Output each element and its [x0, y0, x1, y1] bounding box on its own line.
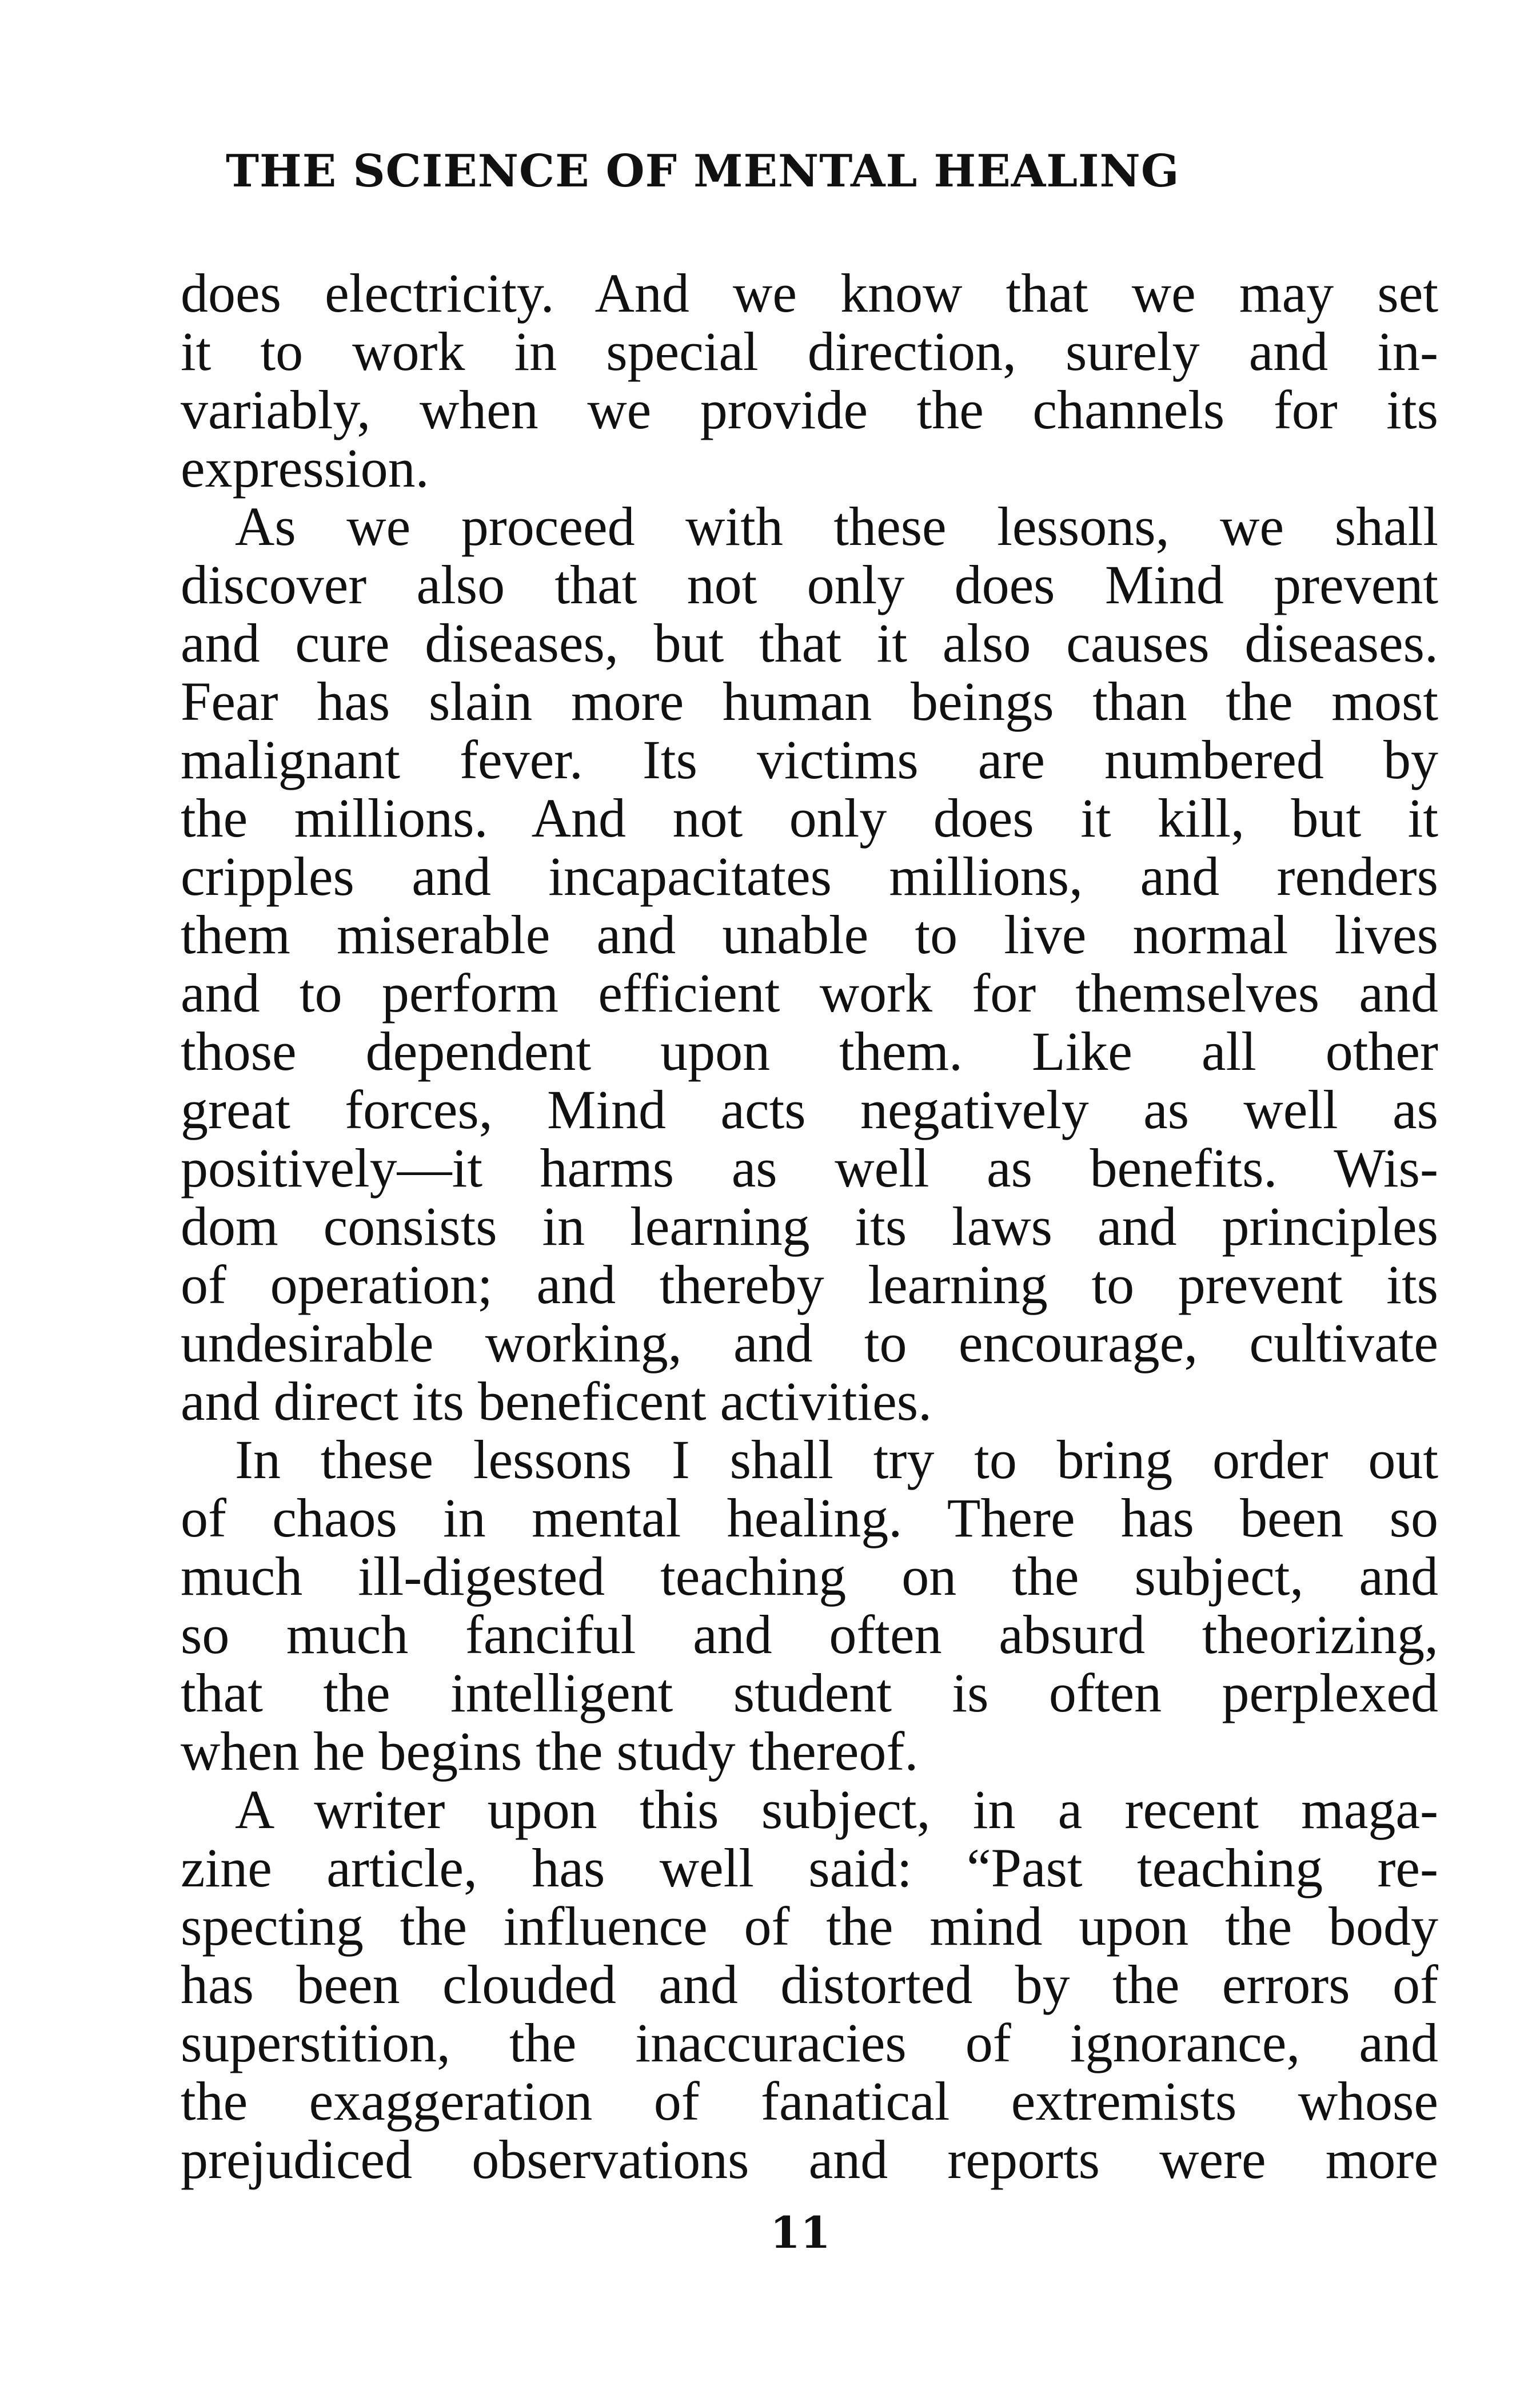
text-line: of chaos in mental healing. There has been so	[181, 1487, 1438, 1548]
text-line: those dependent upon them. Like all other	[181, 1021, 1438, 1082]
text-line: and direct its beneficent activities.	[181, 1371, 932, 1432]
text-line: the millions. And not only does it kill, but it	[181, 787, 1438, 849]
text-line: cripples and incapacitates millions, and renders	[181, 846, 1438, 907]
text-line: dom consists in learning its laws and principles	[181, 1196, 1438, 1257]
text-line: superstition, the inaccuracies of ignorance, and	[181, 2012, 1438, 2073]
text-line: positively—it harms as well as benefits. Wis-	[181, 1137, 1438, 1198]
text-line: it to work in special direction, surely and in-	[181, 321, 1438, 382]
text-line: malignant fever. Its victims are numbered by	[181, 729, 1438, 790]
page-number: 11	[770, 2207, 831, 2258]
text-line: of operation; and thereby learning to prevent its	[181, 1254, 1438, 1315]
text-line: expression.	[181, 437, 429, 499]
text-line: and cure diseases, but that it also causes diseases.	[181, 612, 1438, 674]
text-line: As we proceed with these lessons, we shall	[235, 496, 1438, 557]
text-line: undesirable working, and to encourage, cultivate	[181, 1312, 1438, 1373]
text-line: does electricity. And we know that we may set	[181, 262, 1438, 324]
text-line: and to perform efficient work for themselves and	[181, 962, 1438, 1024]
text-line: zine article, has well said: “Past teaching re-	[181, 1837, 1438, 1898]
text-line: the exaggeration of fanatical extremists whose	[181, 2071, 1438, 2132]
text-line: much ill-digested teaching on the subject, and	[181, 1546, 1438, 1607]
text-line: that the intelligent student is often perplexed	[181, 1662, 1438, 1723]
text-line: discover also that not only does Mind prevent	[181, 554, 1438, 615]
text-line: Fear has slain more human beings than the most	[181, 671, 1438, 732]
text-line: prejudiced observations and reports were more	[181, 2129, 1438, 2190]
text-line: specting the influence of the mind upon the body	[181, 1896, 1438, 1957]
text-line: In these lessons I shall try to bring order out	[235, 1429, 1438, 1490]
text-line: great forces, Mind acts negatively as well as	[181, 1079, 1438, 1140]
running-header: THE SCIENCE OF MENTAL HEALING	[226, 145, 1180, 197]
text-line: them miserable and unable to live normal lives	[181, 904, 1438, 965]
body-text	[181, 264, 1438, 2189]
text-line: variably, when we provide the channels for its	[181, 379, 1438, 440]
text-line: has been clouded and distorted by the errors of	[181, 1954, 1438, 2015]
text-line: when he begins the study thereof.	[181, 1721, 919, 1782]
text-line: A writer upon this subject, in a recent maga-	[235, 1779, 1438, 1840]
text-line: so much fanciful and often absurd theorizing,	[181, 1604, 1438, 1665]
